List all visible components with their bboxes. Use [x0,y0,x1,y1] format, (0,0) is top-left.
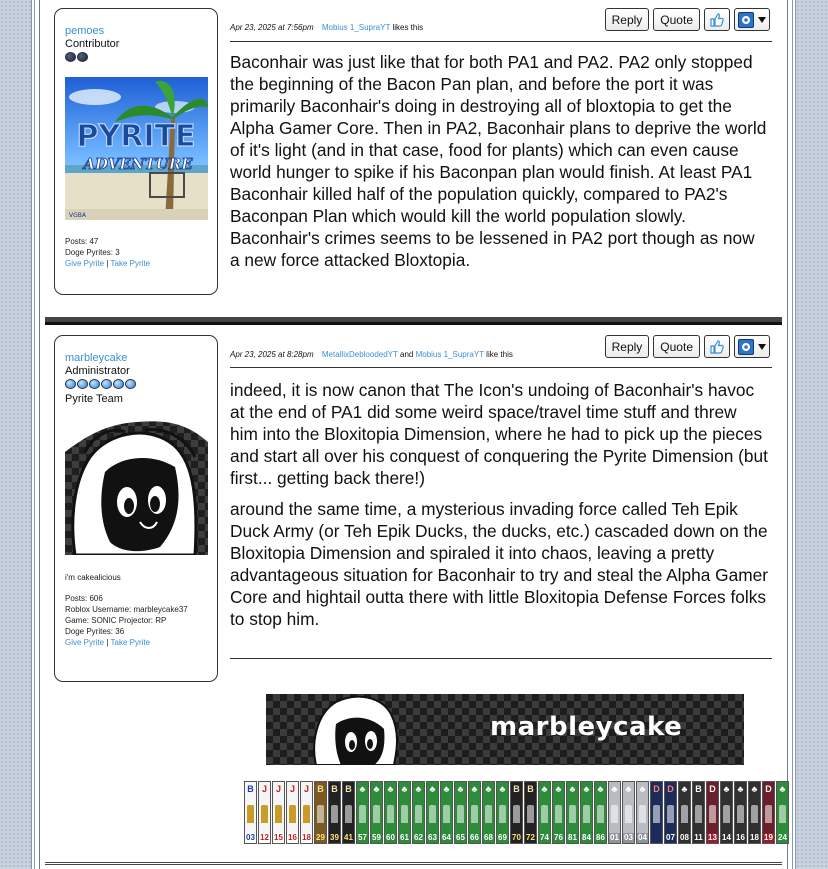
gear-icon [738,339,754,355]
like-button[interactable] [704,8,730,31]
card-number: 11 [694,833,703,842]
stat-doge-pyrites: Doge Pyrites: 3 [65,248,120,257]
card-figure-icon [611,805,618,823]
author-stats [65,593,207,648]
liker-link[interactable]: Mobius 1_SupraYT [321,23,391,32]
rank-pip-icon [89,379,100,389]
pyrite-links [65,258,207,269]
card-figure-icon [247,805,254,823]
card-symbol: ♣ [429,784,436,794]
card-figure-icon [275,805,282,823]
card-figure-icon [401,805,408,823]
card-symbol: B [695,784,702,794]
card-symbol: D [653,784,660,794]
collectible-card [678,781,691,844]
card-figure-icon [303,805,310,823]
collectible-card [342,781,355,844]
card-figure-icon [751,805,758,823]
card-symbol: ♣ [569,784,576,794]
card-figure-icon [471,805,478,823]
card-figure-icon [513,805,520,823]
avatar[interactable] [65,77,208,220]
card-number: 08 [680,833,689,842]
card-number: 61 [400,833,409,842]
rank-pip-icon [113,379,124,389]
card-symbol: ♣ [611,784,618,794]
take-pyrite-link[interactable]: Take Pyrite [110,638,151,647]
give-pyrite-link[interactable]: Give Pyrite [65,259,105,268]
collectible-card [636,781,649,844]
post-date[interactable]: Apr 23, 2025 at 8:28pm [230,350,314,359]
collectible-card [706,781,719,844]
card-figure-icon [485,805,492,823]
card-figure-icon [709,805,716,823]
stat-game: Game: SONIC Projector: RP [65,616,167,625]
card-number: 60 [386,833,395,842]
collectible-card [720,781,733,844]
quote-button[interactable]: Quote [653,335,700,358]
collectible-card [384,781,397,844]
post [45,0,782,318]
card-symbol: ♣ [583,784,590,794]
collectible-card [762,781,775,844]
collectible-card [692,781,705,844]
card-figure-icon [639,805,646,823]
card-number: 62 [414,833,423,842]
card-figure-icon [583,805,590,823]
card-number: 18 [302,833,311,842]
post-actions [605,8,770,31]
card-number: 70 [512,833,521,842]
like-button[interactable] [704,335,730,358]
card-symbol: D [667,784,674,794]
card-number: 57 [358,833,367,842]
card-symbol: ♣ [387,784,394,794]
card-figure-icon [499,805,506,823]
stat-posts: Posts: 47 [65,237,99,246]
card-number: 04 [638,833,647,842]
card-symbol: ♣ [443,784,450,794]
collectible-card [776,781,789,844]
rank-pip-icon [77,52,88,62]
collectible-card [412,781,425,844]
author-username[interactable]: pemoes [65,25,105,37]
post-meta [230,23,423,32]
card-symbol: J [275,784,281,794]
collectible-card [454,781,467,844]
card-symbol: ♣ [373,784,380,794]
post-paragraph: Baconhair was just like that for both PA1 and PA2. PA2 only stopped the beginning of the Bacon Pan plan, and before the port it was primarily Baconhair's doing in destroying all of bloxtopia to get the Alpha Gamer Core. Then in PA2, Baconhair plans to deprive the world of it's light (and in that case, food for plants) which can even cause world hunger to spike if his Baconpan plan would finish. At least PA1 Baconhair killed half of the population quickly, compared to PA2's Baconpan Plan which would kill the world population slowly. Baconhair's crimes seems to be lessened in PA2 port though as now a new force attacked Bloxtopia. [230,52,767,270]
post-date[interactable]: Apr 23, 2025 at 7:56pm [230,23,314,32]
stat-posts: Posts: 606 [65,594,103,603]
collectible-card [748,781,761,844]
rank-pips [65,379,207,390]
avatar-corner-text: VGBA [69,212,86,219]
card-symbol: D [765,784,772,794]
card-number [651,833,662,843]
collectible-card [272,781,285,844]
thumbs-up-icon [709,339,725,355]
collectible-card [314,781,327,844]
card-figure-icon [541,805,548,823]
card-number: 84 [582,833,591,842]
post-actions [605,335,770,358]
card-symbol: ♣ [415,784,422,794]
card-number: 76 [554,833,563,842]
card-figure-icon [457,805,464,823]
post-meta [230,350,513,359]
card-number: 64 [442,833,451,842]
card-symbol: J [289,784,295,794]
card-symbol: ♣ [737,784,744,794]
collectible-card [440,781,453,844]
card-symbol: ♣ [555,784,562,794]
thumbs-up-icon [709,12,725,28]
collectible-card [734,781,747,844]
post-paragraph: indeed, it is now canon that The Icon's undoing of Baconhair's havoc at the end of PA1 did some weird space/travel time stuff and threw him into the Bloxitopia Dimension, where he had to pick up the pieces and start all over his conquest of conquering the Pyrite Dimension (but first... getting back there!) [230,380,768,488]
rank-pip-icon [65,52,76,62]
link-separator: | [104,638,111,647]
likes-suffix: like this [486,350,513,359]
card-figure-icon [527,805,534,823]
card-symbol: ♣ [541,784,548,794]
avatar-marbleycake-image [65,412,208,555]
card-number: 39 [330,833,339,842]
rank-pip-icon [125,379,136,389]
collectible-card [356,781,369,844]
banner-character-image [296,694,406,765]
pyrite-links [65,637,207,648]
card-number: 68 [484,833,493,842]
quote-button[interactable]: Quote [653,8,700,31]
avatar-title-text: PYRITE [76,119,196,154]
avatar[interactable] [65,412,208,555]
card-number: 03 [624,833,633,842]
rank-pip-icon [77,379,88,389]
card-number: 72 [526,833,535,842]
card-symbol: B [317,784,324,794]
card-symbol: B [331,784,338,794]
card-number: 16 [288,833,297,842]
card-symbol: B [513,784,520,794]
card-symbol: J [261,784,267,794]
card-symbol: B [527,784,534,794]
options-menu-button[interactable] [734,8,770,31]
post-divider [230,367,772,368]
signature-banner [266,694,744,765]
post-body [230,51,768,280]
chevron-down-icon [758,344,766,350]
card-number: 86 [596,833,605,842]
liker-link[interactable]: Mobius 1_SupraYT [415,350,484,359]
card-figure-icon [429,805,436,823]
card-figure-icon [345,805,352,823]
stat-doge-pyrites: Doge Pyrites: 36 [65,627,125,636]
card-symbol: B [247,784,254,794]
collectible-card [594,781,607,844]
card-figure-icon [387,805,394,823]
collectible-card [300,781,313,844]
collectible-card [258,781,271,844]
collectible-card [510,781,523,844]
liker-link[interactable]: MetallixDebloodedYT [321,350,398,359]
card-symbol: J [303,784,309,794]
card-symbol: ♣ [359,784,366,794]
card-number: 63 [428,833,437,842]
collectible-card [482,781,495,844]
card-figure-icon [779,805,786,823]
card-symbol: ♣ [639,784,646,794]
card-symbol: ♣ [499,784,506,794]
post-body [230,379,768,639]
card-number: 66 [470,833,479,842]
author-username[interactable]: marbleycake [65,352,128,364]
card-number: 03 [246,833,255,842]
signature-banner-name: marbleycake [490,712,683,742]
card-symbol: ♣ [751,784,758,794]
card-figure-icon [373,805,380,823]
card-number: 16 [736,833,745,842]
card-number: 41 [344,833,353,842]
card-figure-icon [681,805,688,823]
card-figure-icon [443,805,450,823]
avatar-subtitle-text: ADVENTURE [83,155,193,173]
collectible-card [608,781,621,844]
link-separator: | [104,259,111,268]
author-stats [65,236,207,269]
collectible-card [496,781,509,844]
collectible-card [398,781,411,844]
card-number: 14 [722,833,731,842]
collectible-card [566,781,579,844]
card-figure-icon [331,805,338,823]
collectible-card [664,781,677,844]
card-symbol: ♣ [471,784,478,794]
card-symbol: ♣ [401,784,408,794]
collectible-card [468,781,481,844]
stat-roblox-username: Roblox Username: marbleycake37 [65,605,188,614]
author-card [54,8,218,295]
card-figure-icon [597,805,604,823]
card-symbol: ♣ [723,784,730,794]
card-figure-icon [415,805,422,823]
give-pyrite-link[interactable]: Give Pyrite [65,638,105,647]
card-symbol: B [345,784,352,794]
card-figure-icon [569,805,576,823]
post [45,322,787,862]
card-figure-icon [723,805,730,823]
collectible-card [580,781,593,844]
card-symbol: D [709,784,716,794]
signature-divider [230,658,772,659]
card-number: 07 [666,833,675,842]
card-number: 69 [498,833,507,842]
card-figure-icon [555,805,562,823]
chevron-down-icon [758,17,766,23]
collectible-card [244,781,257,844]
card-symbol: ♣ [681,784,688,794]
card-number: 65 [456,833,465,842]
frame-inner [39,0,788,869]
collectible-card [524,781,537,844]
take-pyrite-link[interactable]: Take Pyrite [110,259,151,268]
collectible-card-row [244,781,789,844]
likers-joiner: and [400,350,414,359]
card-figure-icon [359,805,366,823]
card-figure-icon [667,805,674,823]
card-symbol: ♣ [485,784,492,794]
thread-bottom-border [45,862,782,865]
card-figure-icon [695,805,702,823]
card-symbol: ♣ [779,784,786,794]
card-number: 13 [708,833,717,842]
post-divider [230,41,772,42]
card-number: 15 [274,833,283,842]
options-menu-button[interactable] [734,335,770,358]
card-figure-icon [289,805,296,823]
collectible-card [538,781,551,844]
card-number: 24 [778,833,787,842]
card-figure-icon [261,805,268,823]
author-role: Contributor [65,38,120,50]
card-symbol: ♣ [457,784,464,794]
card-number: 59 [372,833,381,842]
author-signature-line: i'm cakealicious [65,573,121,582]
card-number: 74 [540,833,549,842]
gear-icon [738,12,754,28]
collectible-card [426,781,439,844]
reply-button[interactable]: Reply [605,8,650,31]
card-figure-icon [625,805,632,823]
collectible-card [552,781,565,844]
card-number: 01 [610,833,619,842]
forum-thread-frame [31,0,796,869]
collectible-card [650,781,663,844]
author-role: Administrator [65,365,130,377]
avatar-pyrite-adventure-image [65,77,208,220]
card-figure-icon [737,805,744,823]
card-symbol: ♣ [597,784,604,794]
card-number: 29 [316,833,325,842]
reply-button[interactable]: Reply [605,335,650,358]
card-number: 81 [568,833,577,842]
collectible-card [622,781,635,844]
rank-pip-icon [65,379,76,389]
likes-suffix: likes this [392,23,424,32]
card-figure-icon [765,805,772,823]
card-number: 18 [750,833,759,842]
post-paragraph: around the same time, a mysterious invading force called Teh Epik Duck Army (or Teh Epik Ducks, the ducks, etc.) cascaded down on the Bloxitopia Dimension and spiraled it into chaos, leaving a pretty advantageous situation for Baconhair to try and steal the Alpha Gamer Core and hightail outta there with little Bloxitopia Defense Forces folks to stop him. [230,499,768,629]
card-figure-icon [317,805,324,823]
author-card [54,335,218,682]
card-number: 19 [764,833,773,842]
author-team: Pyrite Team [65,393,123,405]
collectible-card [328,781,341,844]
card-figure-icon [653,805,660,823]
card-symbol: ♣ [625,784,632,794]
collectible-card [370,781,383,844]
rank-pips [65,52,207,63]
card-number: 12 [260,833,269,842]
collectible-card [286,781,299,844]
rank-pip-icon [101,379,112,389]
